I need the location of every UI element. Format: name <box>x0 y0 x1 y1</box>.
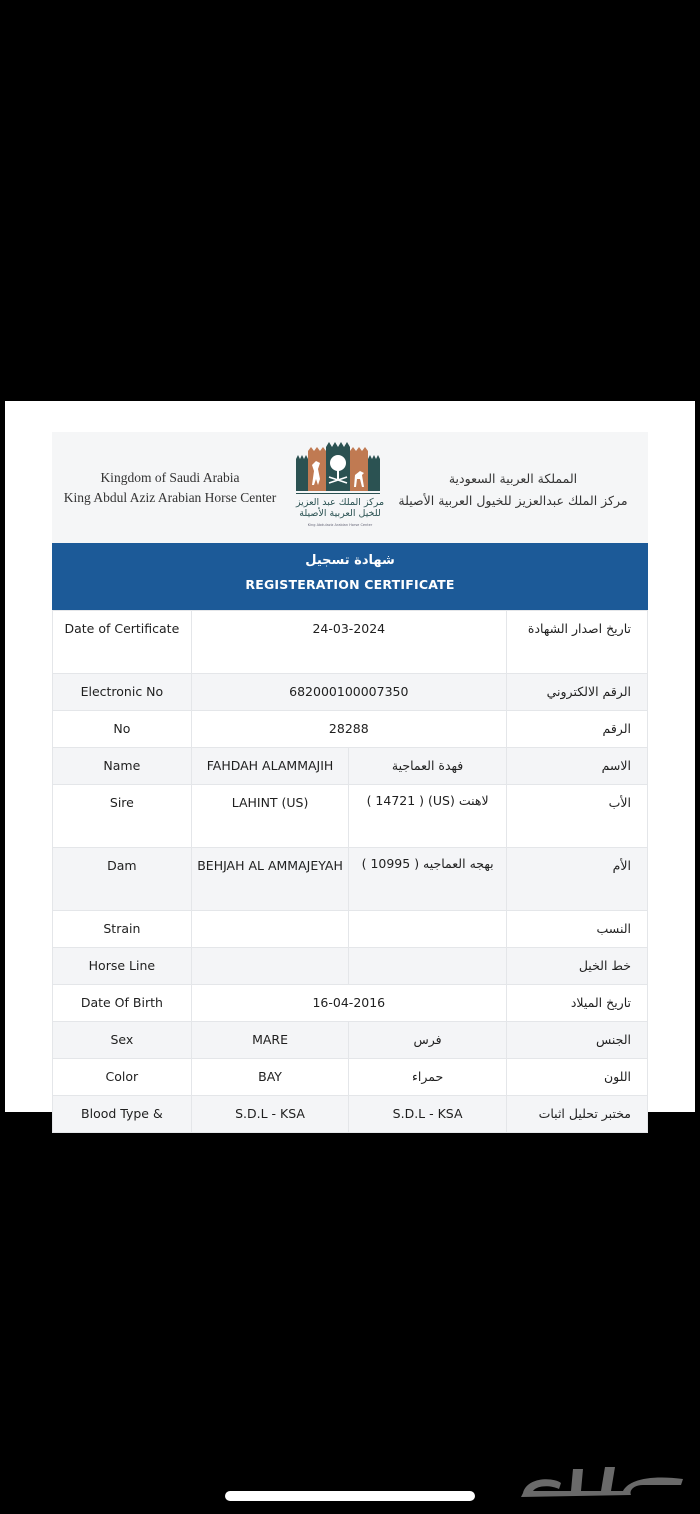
label-en: No <box>53 711 192 748</box>
label-ar: الاسم <box>506 748 647 785</box>
label-en: Strain <box>53 911 192 948</box>
label-ar: الأب <box>506 785 647 848</box>
header-center-ar: مركز الملك عبدالعزيز للخيول العربية الأصيلة <box>398 493 628 508</box>
value <box>191 911 349 948</box>
value-ar <box>349 948 507 985</box>
value-ar: بهجه العماجيه ( 10995 ) <box>349 848 507 911</box>
label-ar: النسب <box>506 911 647 948</box>
row-dam <box>53 848 648 911</box>
row-color <box>53 1059 648 1096</box>
label-en: Color <box>53 1059 192 1096</box>
label-en: Horse Line <box>53 948 192 985</box>
certificate-header <box>52 432 648 543</box>
value-ar <box>349 911 507 948</box>
label-en: Blood Type & <box>53 1096 192 1133</box>
row-sex <box>53 1022 648 1059</box>
value: 28288 <box>191 711 506 748</box>
haraj-watermark-logo-icon <box>513 1457 688 1502</box>
row-date-of-certificate <box>53 611 648 674</box>
logo-text-ar-line1: مركز الملك عبد العزيز <box>295 497 385 508</box>
value: S.D.L - KSA <box>191 1096 349 1133</box>
label-ar: الجنس <box>506 1022 647 1059</box>
value-ar: فهدة العماجية <box>349 748 507 785</box>
certificate-title-banner <box>52 543 648 610</box>
value: 16-04-2016 <box>191 985 506 1022</box>
value-ar: فرس <box>349 1022 507 1059</box>
title-arabic: شهادة تسجيل <box>305 553 395 568</box>
label-en: Name <box>53 748 192 785</box>
header-country-en: Kingdom of Saudi Arabia <box>100 470 240 485</box>
label-ar: تاريخ اصدار الشهادة <box>506 611 647 674</box>
value-ar: حمراء <box>349 1059 507 1096</box>
label-ar: الرقم الالكتروني <box>506 674 647 711</box>
row-electronic-no <box>53 674 648 711</box>
certificate-details-table <box>52 610 648 1133</box>
logo-text-arabic <box>292 497 388 519</box>
title-english: REGISTERATION CERTIFICATE <box>245 577 455 592</box>
header-english <box>60 468 280 508</box>
header-arabic <box>388 468 638 512</box>
row-date-of-birth <box>53 985 648 1022</box>
value: FAHDAH ALAMMAJIH <box>191 748 349 785</box>
label-ar: تاريخ الميلاد <box>506 985 647 1022</box>
value-ar: S.D.L - KSA <box>349 1096 507 1133</box>
label-en: Sex <box>53 1022 192 1059</box>
castle-horse-logo-icon <box>292 441 388 497</box>
value: MARE <box>191 1022 349 1059</box>
row-horse-line <box>53 948 648 985</box>
row-strain <box>53 911 648 948</box>
header-country-ar: المملكة العربية السعودية <box>448 471 578 486</box>
value: 682000100007350 <box>191 674 506 711</box>
label-ar: اللون <box>506 1059 647 1096</box>
label-en: Date of Certificate <box>53 611 192 674</box>
value: 24-03-2024 <box>191 611 506 674</box>
value <box>191 948 349 985</box>
label-ar: الرقم <box>506 711 647 748</box>
label-ar: مختبر تحليل اثبات <box>506 1096 647 1133</box>
row-blood-type <box>53 1096 648 1133</box>
center-logo <box>292 441 388 537</box>
label-en: Date Of Birth <box>53 985 192 1022</box>
row-sire <box>53 785 648 848</box>
row-name <box>53 748 648 785</box>
label-ar: الأم <box>506 848 647 911</box>
label-ar: خط الخيل <box>506 948 647 985</box>
value: BEHJAH AL AMMAJEYAH <box>191 848 349 911</box>
logo-text-ar-line2: للخيل العربية الأصيلة <box>299 508 381 519</box>
home-indicator-bar[interactable] <box>225 1491 475 1501</box>
logo-text-english: King Abdulaziz Arabian Horse Center <box>307 523 373 527</box>
value: BAY <box>191 1059 349 1096</box>
label-en: Electronic No <box>53 674 192 711</box>
header-center-en: King Abdul Aziz Arabian Horse Center <box>63 490 277 505</box>
value: LAHINT (US) <box>191 785 349 848</box>
label-en: Sire <box>53 785 192 848</box>
row-no <box>53 711 648 748</box>
registration-certificate <box>52 432 648 1133</box>
document-page <box>5 401 695 1121</box>
value-ar: لاهنت (US) ( 14721 ) <box>349 785 507 848</box>
label-en: Dam <box>53 848 192 911</box>
